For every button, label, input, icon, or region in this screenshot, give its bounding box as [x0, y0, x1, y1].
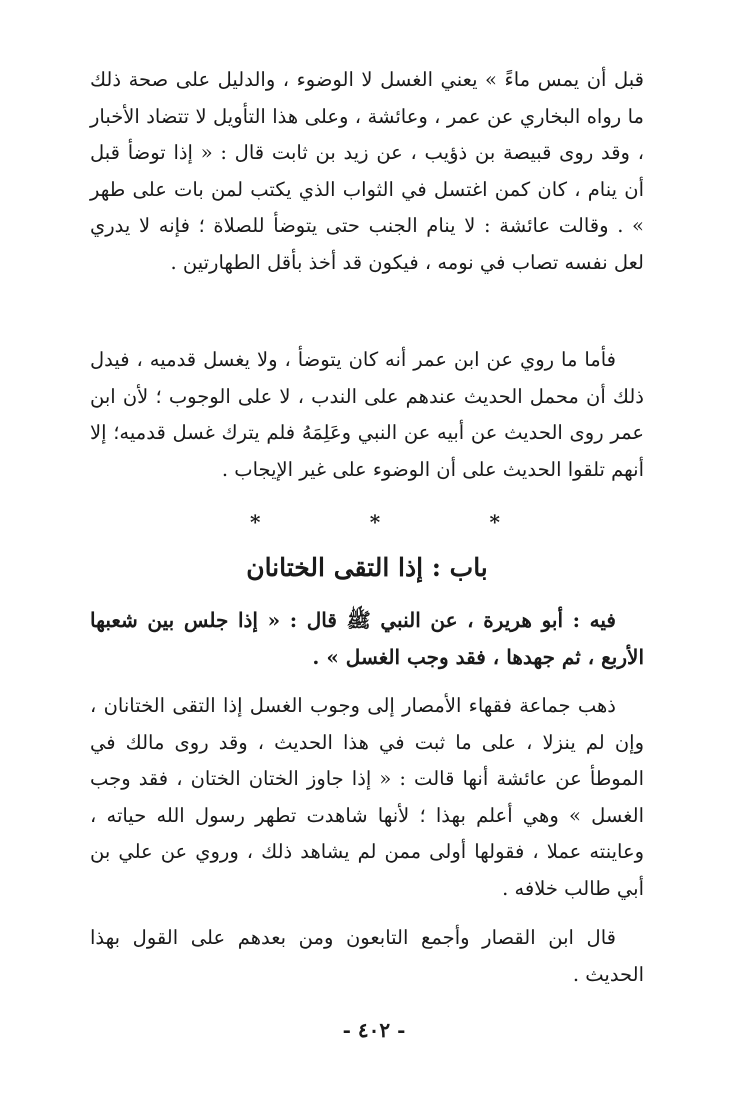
paragraph-3-text: ذهب جماعة فقهاء الأمصار إلى وجوب الغسل إذا التقى الختانان ، وإن لم ينزلا ، على ما ثبت في هذا الحديث ، وقد روى مالك في الموطأ عن عائشة أنها قالت : « إذا جاوز الختان الختان ، فقد وجب الغسل » وهي أعلم بهذا ؛ لأنها شاهدت تطهر رسول الله حياته ، وعاينته عملا ، فقولها أولى ممن لم يشاهد ذلك ، وروي عن علي بن أبي طالب خلافه .: [90, 694, 644, 900]
paragraph-1-text: قبل أن يمس ماءً » يعني الغسل لا الوضوء ، والدليل على صحة ذلك ما رواه البخاري عن عمر ، وعائشة ، وعلى هذا التأويل لا تتضاد الأخبار ، وقد روى قبيصة بن ذؤيب ، عن زيد بن ثابت قال : « إذا توضأ قبل أن ينام ، كان كمن اغتسل في الثواب الذي يكتب لمن بات على طهر » . وقالت عائشة : لا ينام الجنب حتى يتوضأ للصلاة ؛ فإنه لا يدري لعل نفسه تصاب في نومه ، فيكون قد أخذ بأقل الطهارتين .: [90, 68, 644, 274]
separator-star: *: [250, 510, 261, 534]
page-number: - ٤٠٢ -: [342, 1018, 406, 1042]
chapter-title: باب : إذا التقى الختانان: [246, 553, 488, 582]
paragraph-4-text: قال ابن القصار وأجمع التابعون ومن بعدهم على القول بهذا الحديث .: [90, 926, 644, 986]
paragraph-2: [90, 342, 644, 488]
section-separator: [250, 510, 500, 534]
paragraph-2-text: فأما ما روي عن ابن عمر أنه كان يتوضأ ، ولا يغسل قدميه ، فيدل ذلك أن محمل الحديث عندهم على الندب ، لا على الوجوب ؛ لأن ابن عمر روى الحديث عن أبيه عن النبي وعَلِمَهُ فلم يترك غسل قدميه؛ إلا أنهم تلقوا الحديث على أن الوضوء على غير الإيجاب .: [90, 348, 644, 481]
hadith-text: فيه : أبو هريرة ، عن النبي ﷺ قال : « إذا جلس بين شعبها الأربع ، ثم جهدها ، فقد وجب الغسل » .: [90, 608, 644, 669]
paragraph-3: [90, 688, 644, 907]
hadith-block: [90, 602, 644, 676]
separator-star: *: [369, 510, 381, 534]
paragraph-4: [90, 920, 644, 993]
separator-star: *: [489, 510, 500, 534]
paragraph-1: [90, 62, 644, 281]
